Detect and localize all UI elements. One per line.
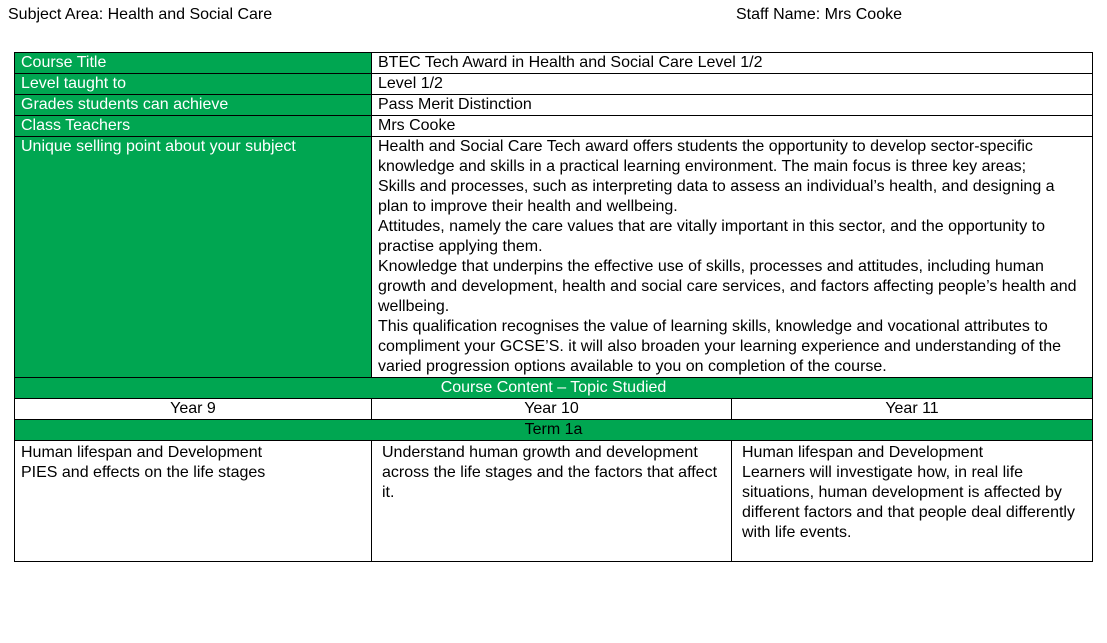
class-teachers-label: Class Teachers <box>15 116 372 137</box>
class-teachers-row <box>15 116 1093 137</box>
years-row <box>15 399 1093 420</box>
year-9-topics <box>15 441 372 562</box>
term-row <box>15 420 1093 441</box>
usp-paragraph: Knowledge that underpins the effective use of skills, processes and attitudes, including human growth and development, health and social care services, and factors affecting people’s health and wellbeing. <box>378 258 1077 315</box>
level-row <box>15 74 1093 95</box>
topics-row <box>15 441 1093 562</box>
usp-paragraph: Attitudes, namely the care values that are vitally important in this sector, and the opportunity to practise applying them. <box>378 218 1046 255</box>
level-value: Level 1/2 <box>372 74 1093 95</box>
usp-value <box>372 137 1093 378</box>
course-title-label: Course Title <box>15 53 372 74</box>
topic-line: Understand human growth and development across the life stages and the factors that affect it. <box>382 444 718 501</box>
year-10-topics <box>372 441 732 562</box>
course-title-value: BTEC Tech Award in Health and Social Care Level 1/2 <box>372 53 1093 74</box>
usp-label: Unique selling point about your subject <box>15 137 372 378</box>
grades-value: Pass Merit Distinction <box>372 95 1093 116</box>
grades-row <box>15 95 1093 116</box>
subject-area-heading: Subject Area: Health and Social Care <box>8 6 273 23</box>
topic-line: Human lifespan and Development <box>742 444 984 461</box>
year-10-header: Year 10 <box>372 399 732 420</box>
usp-paragraph: Health and Social Care Tech award offers students the opportunity to develop sector-specific knowledge and skills in a practical learning environment. The main focus is three key areas; <box>378 138 1033 175</box>
topic-line: PIES and effects on the life stages <box>21 464 266 481</box>
course-title-row <box>15 53 1093 74</box>
year-9-header: Year 9 <box>15 399 372 420</box>
year-11-topics <box>732 441 1093 562</box>
grades-label: Grades students can achieve <box>15 95 372 116</box>
topic-line: Learners will investigate how, in real life situations, human development is affected by different factors and that people deal differently with life events. <box>742 464 1075 541</box>
usp-paragraph: This qualification recognises the value of learning skills, knowledge and vocational attributes to compliment your GCSE’S. it will also broaden your learning experience and understanding of the varied progression options available to you on completion of the course. <box>378 318 1062 375</box>
usp-paragraph: Skills and processes, such as interpreting data to assess an individual’s health, and designing a plan to improve their health and wellbeing. <box>378 178 1055 215</box>
course-info-table <box>14 52 1093 562</box>
staff-name-heading: Staff Name: Mrs Cooke <box>736 6 902 23</box>
class-teachers-value: Mrs Cooke <box>372 116 1093 137</box>
term-label: Term 1a <box>15 420 1093 441</box>
year-11-header: Year 11 <box>732 399 1093 420</box>
course-content-title: Course Content – Topic Studied <box>15 378 1093 399</box>
level-label: Level taught to <box>15 74 372 95</box>
course-content-header-row <box>15 378 1093 399</box>
topic-line: Human lifespan and Development <box>21 444 263 461</box>
usp-row <box>15 137 1093 378</box>
